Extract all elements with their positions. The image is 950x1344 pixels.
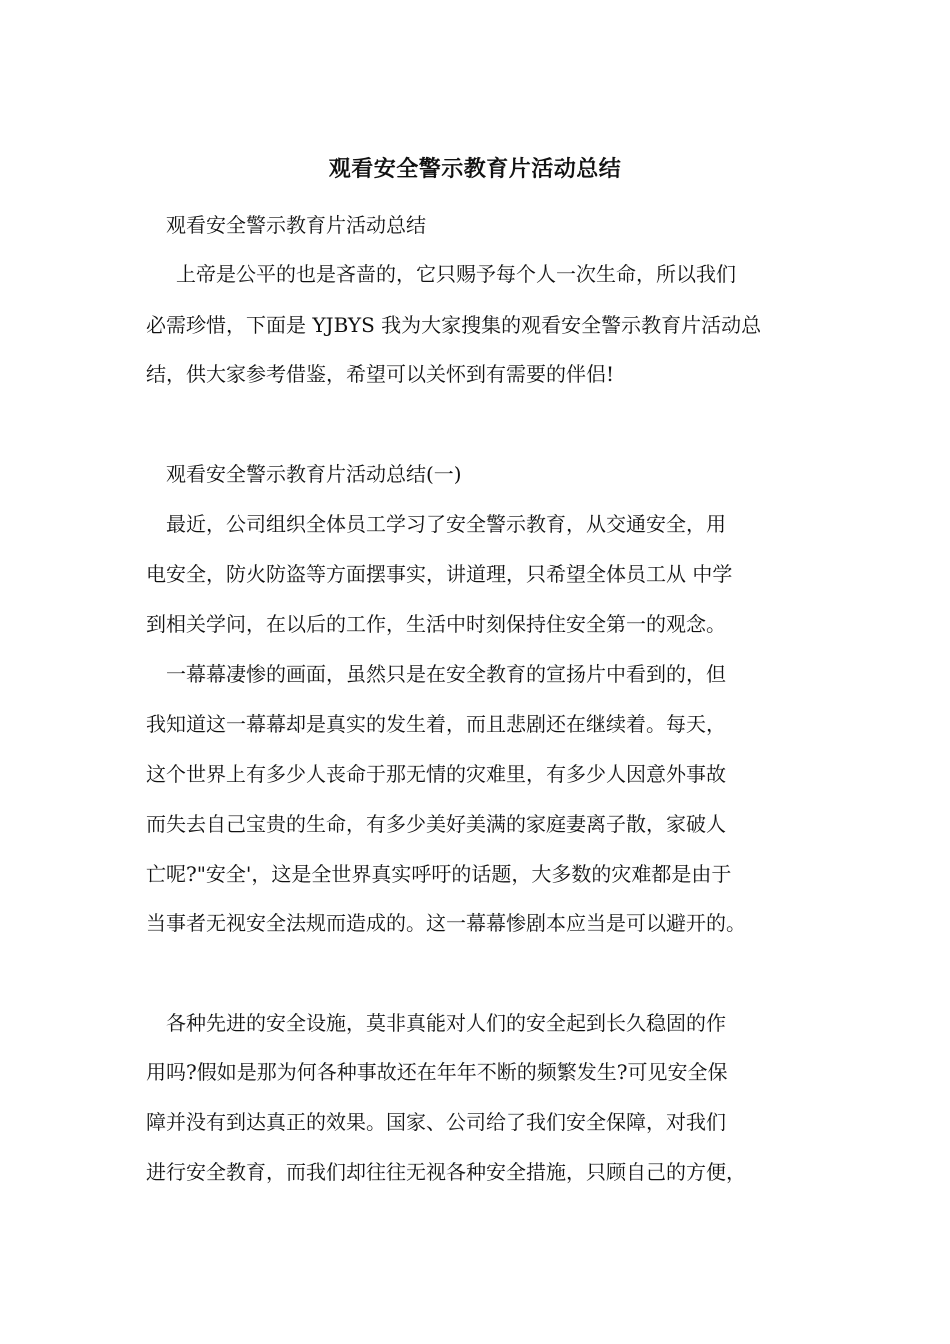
para2-line-6: 当事者无视安全法规而造成的。这一幕幕惨剧本应当是可以避开的。	[146, 911, 746, 935]
para2-line-4: 而失去自己宝贵的生命，有多少美好美满的家庭妻离子散，家破人	[146, 812, 726, 836]
para3-line-2: 用吗?假如是那为何各种事故还在年年不断的频繁发生?可见安全保	[146, 1060, 728, 1084]
intro-line-3: 结，供大家参考借鉴，希望可以关怀到有需要的伴侣!	[146, 362, 615, 386]
para1-line-3: 到相关学问，在以后的工作，生活中时刻保持住安全第一的观念。	[146, 612, 726, 636]
para2-line-3: 这个世界上有多少人丧命于那无情的灾难里，有多少人因意外事故	[146, 762, 726, 786]
para3-line-1: 各种先进的安全设施，莫非真能对人们的安全起到长久稳固的作	[166, 1011, 726, 1035]
para3-line-3: 障并没有到达真正的效果。国家、公司给了我们安全保障，对我们	[146, 1110, 726, 1134]
para3-line-4: 进行安全教育，而我们却往往无视各种安全措施，只顾自己的方便，	[146, 1160, 746, 1184]
intro-line-2: 必需珍惜，下面是 YJBYS 我为大家搜集的观看安全警示教育片活动总	[146, 313, 762, 337]
document-subtitle: 观看安全警示教育片活动总结	[166, 213, 426, 237]
para2-line-5: 亡呢?"安全'，这是全世界真实呼吁的话题，大多数的灾难都是由于	[146, 862, 732, 886]
para1-line-1: 最近，公司组织全体员工学习了安全警示教育，从交通安全，用	[166, 512, 726, 536]
para2-line-2: 我知道这一幕幕却是真实的发生着，而且悲剧还在继续着。每天，	[146, 712, 726, 736]
para2-line-1: 一幕幕凄惨的画面，虽然只是在安全教育的宣扬片中看到的，但	[166, 662, 726, 686]
document-title: 观看安全警示教育片活动总结	[328, 156, 622, 182]
intro-line-1: 上帝是公平的也是吝啬的，它只赐予每个人一次生命，所以我们	[176, 262, 736, 286]
section-heading: 观看安全警示教育片活动总结(一)	[166, 462, 462, 486]
para1-line-2: 电安全，防火防盗等方面摆事实，讲道理，只希望全体员工从 中学	[146, 562, 733, 586]
